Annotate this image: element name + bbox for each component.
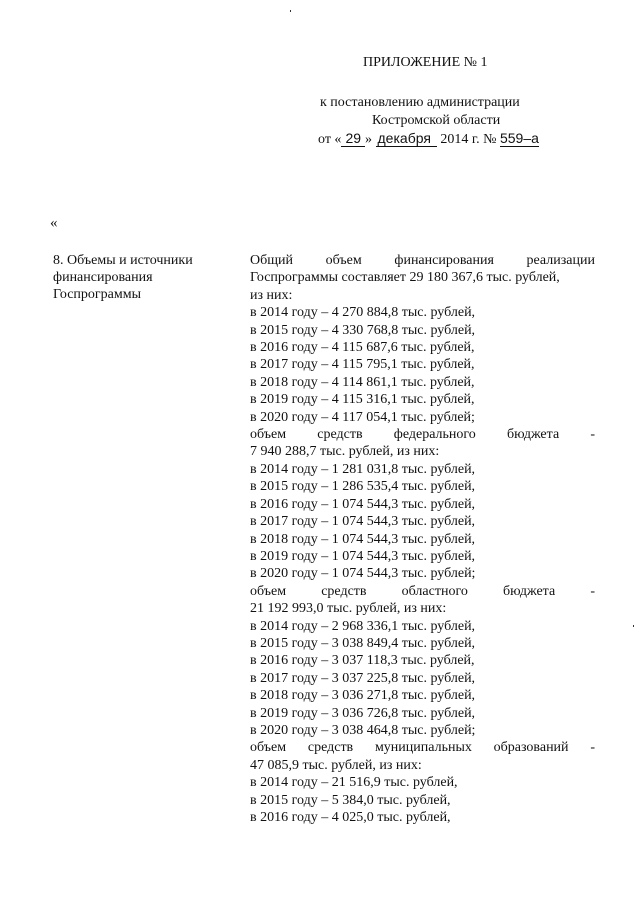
regional-year-row: в 2017 году – 3 037 225,8 тыс. рублей,: [250, 670, 476, 686]
total-year-row: в 2014 году – 4 270 884,8 тыс. рублей,: [250, 305, 476, 321]
regional-year-row: в 2020 году – 3 038 464,8 тыс. рублей;: [250, 722, 476, 738]
federal-year-row: в 2016 году – 1 074 544,3 тыс. рублей,: [250, 496, 476, 512]
scan-mark: [633, 625, 634, 627]
municipal-intro-line: объем средств муниципальных образований -: [250, 740, 595, 756]
date-day: 29: [341, 131, 365, 147]
federal-year-row: в 2020 году – 1 074 544,3 тыс. рублей;: [250, 566, 476, 582]
section-title-line: 8. Объемы и источники: [53, 253, 193, 268]
funding-details: [250, 252, 595, 826]
regional-year-row: в 2015 году – 3 038 849,4 тыс. рублей,: [250, 635, 476, 651]
federal-year-row: в 2019 году – 1 074 544,3 тыс. рублей,: [250, 548, 476, 564]
federal-amount-line: 7 940 288,7 тыс. рублей, из них:: [250, 444, 440, 460]
regional-amount-line: 21 192 993,0 тыс. рублей, из них:: [250, 601, 447, 617]
municipal-year-row: в 2015 году – 5 384,0 тыс. рублей,: [250, 792, 451, 808]
federal-year-row: в 2015 году – 1 286 535,4 тыс. рублей,: [250, 479, 476, 495]
scan-mark: [290, 10, 291, 12]
total-year-row: в 2020 году – 4 117 054,1 тыс. рублей;: [250, 409, 475, 425]
decree-line-1: к постановлению администрации: [320, 95, 520, 110]
total-year-row: в 2017 году – 4 115 795,1 тыс. рублей,: [250, 357, 475, 373]
regional-year-row: в 2016 году – 3 037 118,3 тыс. рублей,: [250, 653, 475, 669]
total-amount-line: Госпрограммы составляет 29 180 367,6 тыс. рублей,: [250, 270, 560, 286]
appendix-title: ПРИЛОЖЕНИЕ № 1: [363, 55, 488, 70]
municipal-year-row: в 2014 году – 21 516,9 тыс. рублей,: [250, 775, 458, 791]
decree-number: 559–а: [499, 130, 539, 146]
decree-line-2: Костромской области: [372, 113, 501, 128]
section-title-line: финансирования: [53, 270, 153, 285]
date-prefix: от «: [318, 132, 342, 147]
federal-year-row: в 2017 году – 1 074 544,3 тыс. рублей,: [250, 514, 476, 530]
federal-year-row: в 2014 году – 1 281 031,8 тыс. рублей,: [250, 461, 476, 477]
municipal-amount-line: 47 085,9 тыс. рублей, из них:: [250, 757, 422, 773]
federal-year-row: в 2018 году – 1 074 544,3 тыс. рублей,: [250, 531, 476, 547]
section-title: [53, 252, 228, 303]
total-intro-line: Общий объем финансирования реализации: [250, 253, 595, 268]
total-year-row: в 2016 году – 4 115 687,6 тыс. рублей,: [250, 340, 475, 356]
regional-year-row: в 2014 году – 2 968 336,1 тыс. рублей,: [250, 618, 476, 634]
regional-intro-line: объем средств областного бюджета -: [250, 583, 595, 599]
regional-year-row: в 2018 году – 3 036 271,8 тыс. рублей,: [250, 688, 476, 704]
date-year: 2014 г. №: [440, 132, 497, 147]
opening-quote: «: [50, 215, 58, 231]
total-from-them: из них:: [250, 287, 293, 303]
date-month: декабря: [376, 131, 437, 147]
total-year-row: в 2015 году – 4 330 768,8 тыс. рублей,: [250, 322, 476, 338]
decree-date-line: [318, 131, 539, 148]
section-title-line: Госпрограммы: [53, 287, 141, 302]
date-mid: »: [365, 132, 373, 147]
federal-intro-line: объем средств федерального бюджета -: [250, 427, 595, 443]
total-year-row: в 2018 году – 4 114 861,1 тыс. рублей,: [250, 374, 475, 390]
total-year-row: в 2019 году – 4 115 316,1 тыс. рублей,: [250, 392, 475, 408]
regional-year-row: в 2019 году – 3 036 726,8 тыс. рублей,: [250, 705, 476, 721]
municipal-year-row: в 2016 году – 4 025,0 тыс. рублей,: [250, 810, 451, 825]
